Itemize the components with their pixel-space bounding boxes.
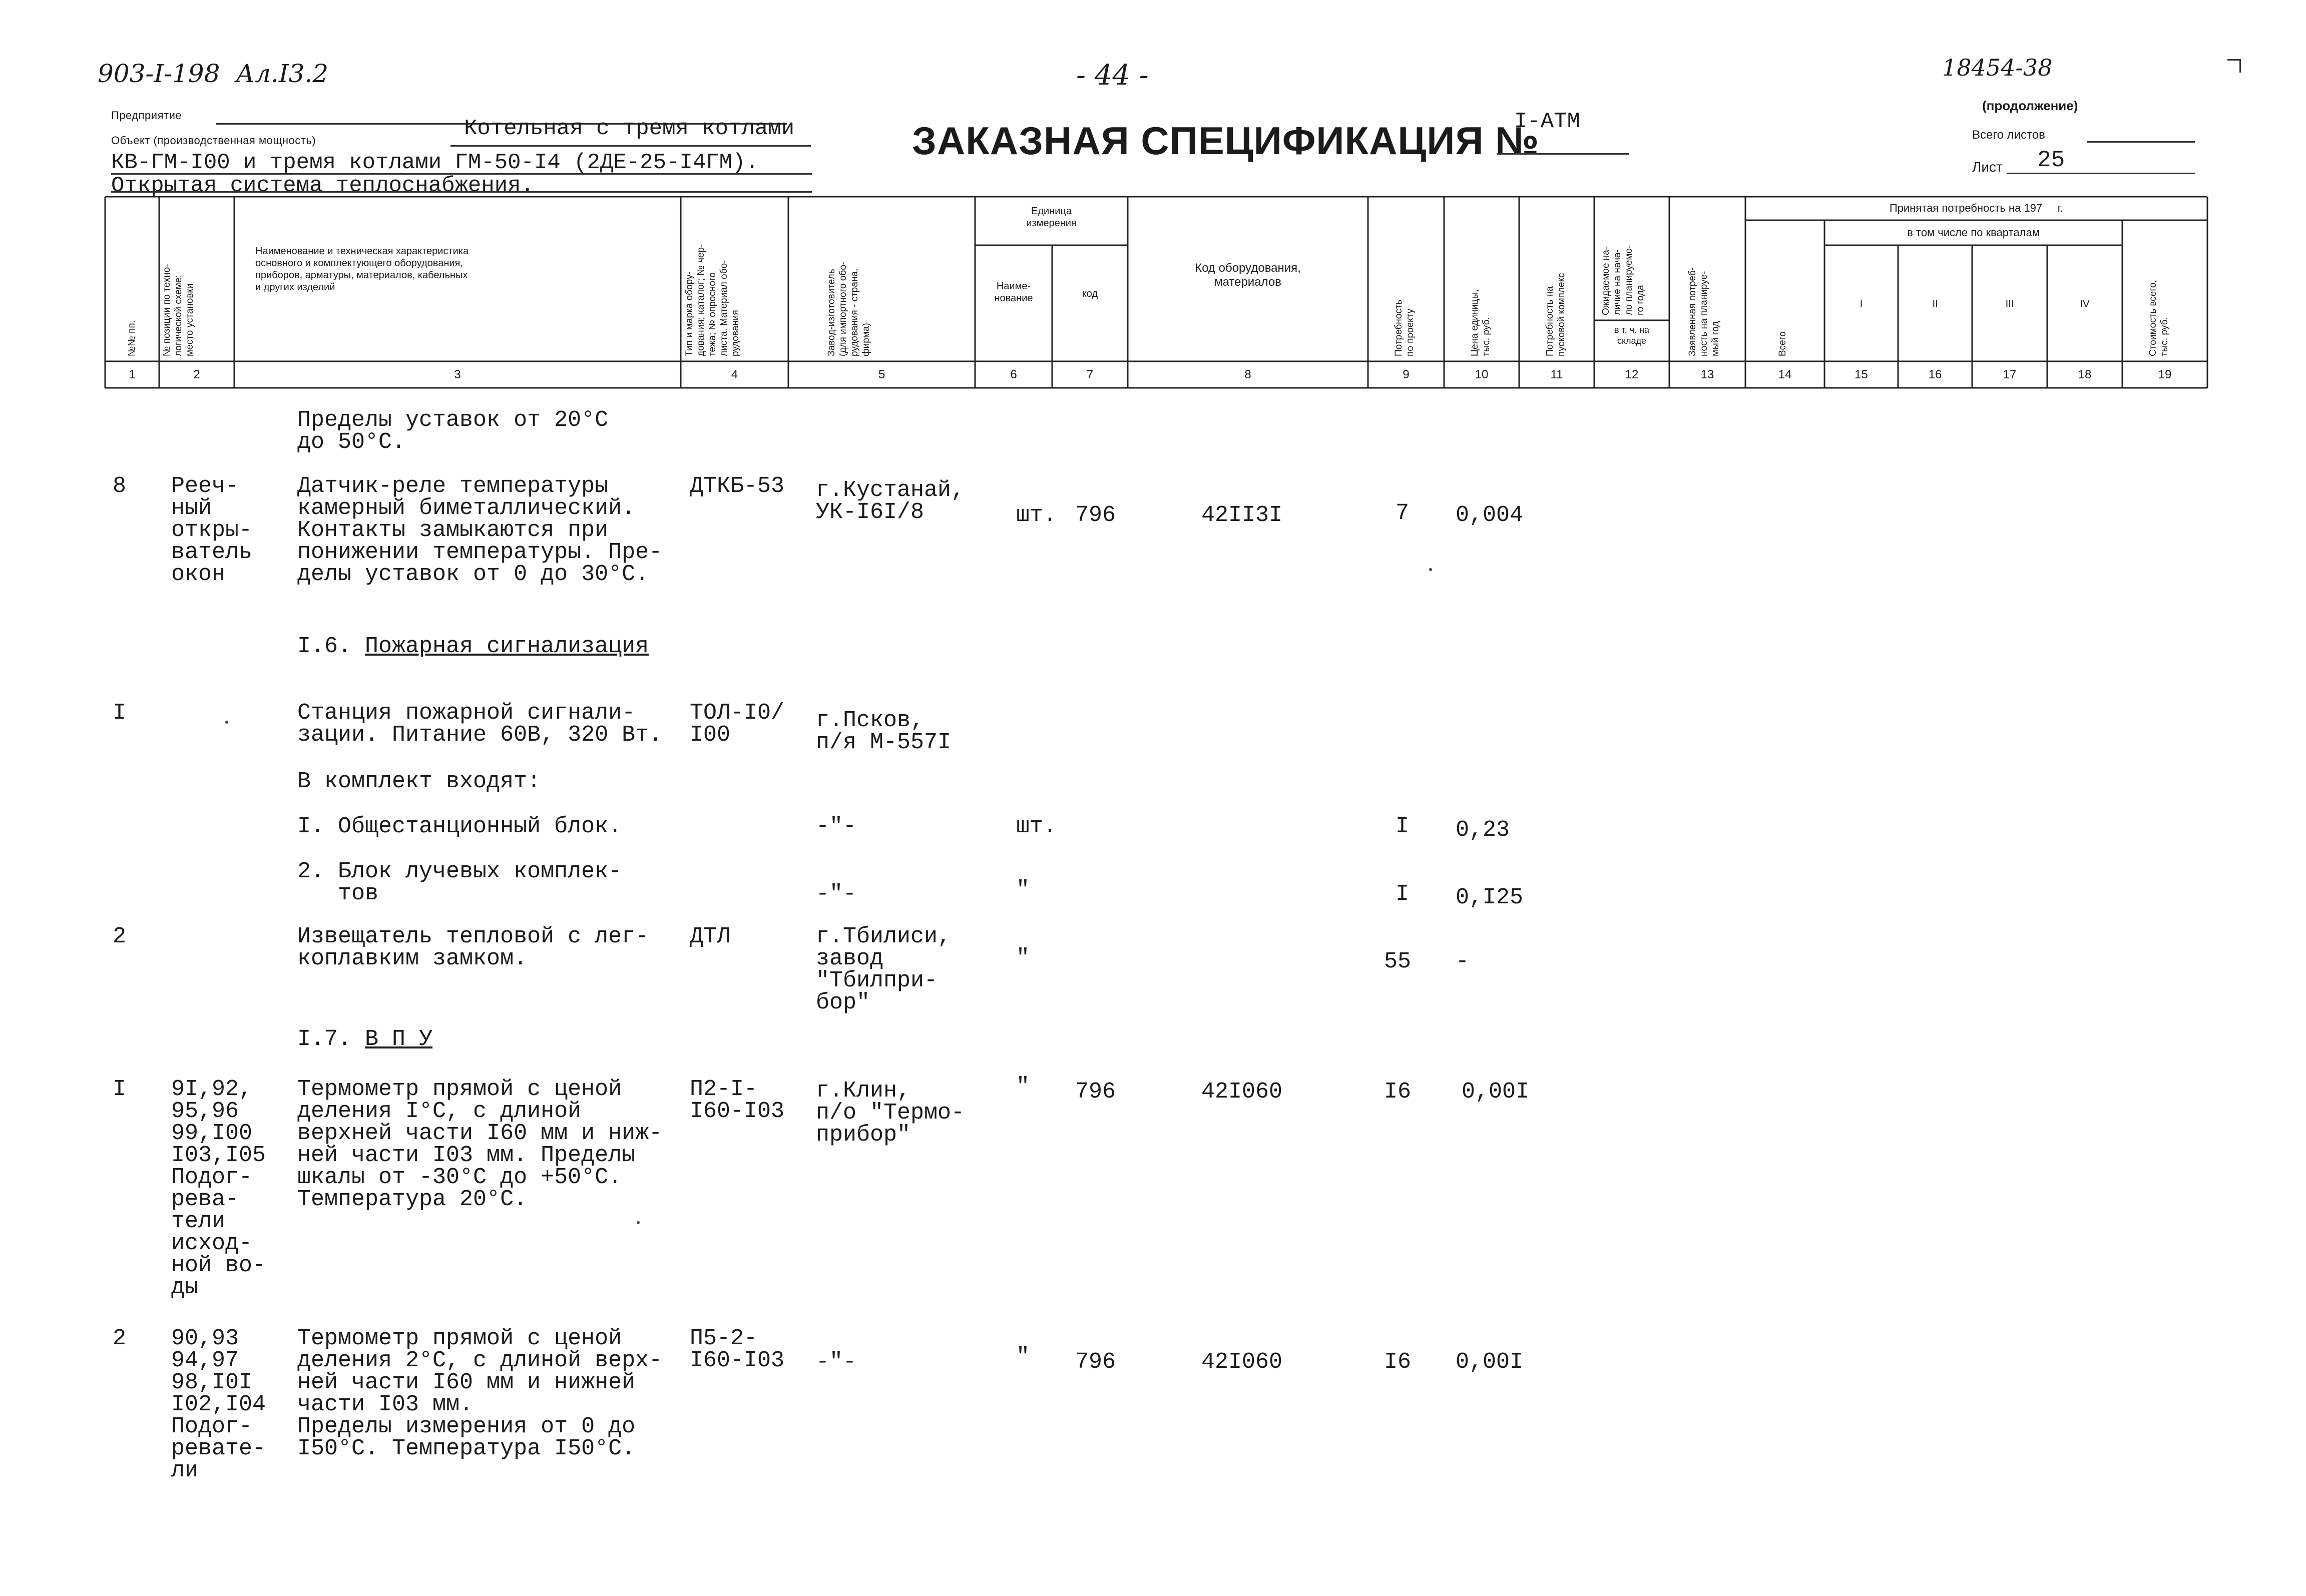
row-5-unit: " bbox=[1016, 1344, 1030, 1370]
row-4-number: I bbox=[113, 1077, 127, 1102]
q3-header: III bbox=[2005, 299, 2014, 310]
row-4-description: Термометр прямой с ценой деления I°С, с длиной верхней части I60 мм и ниж- ней части I03 мм. Пределы шкалы от -30°С до +50°С. Температура 20°С. bbox=[297, 1077, 663, 1212]
object-line-2: КВ-ГМ-I00 и тремя котлами ГМ-50-I4 (2ДЕ-25-I4ГМ). bbox=[111, 150, 759, 175]
row-1-unit: шт. bbox=[1016, 502, 1057, 528]
album-number: Ал.I3.2 bbox=[236, 59, 329, 88]
unit-header: Единица измерения bbox=[1026, 206, 1077, 229]
row-2b-description: 2. Блок лучевых комплек- тов bbox=[297, 859, 622, 906]
col-number: 7 bbox=[1086, 368, 1094, 381]
row-2-description: Станция пожарной сигнали- зации. Питание 60В, 320 Вт. bbox=[297, 700, 663, 748]
row-1-price: 0,004 bbox=[1456, 502, 1524, 528]
row-3-manufacturer: г.Тбилиси, завод "Тбилпри- бор" bbox=[816, 924, 952, 1015]
section-name: В П У bbox=[365, 1026, 433, 1052]
col-number: 12 bbox=[1625, 368, 1639, 381]
enterprise-label: Предприятие bbox=[111, 109, 182, 122]
row-1-manufacturer: г.Кустанай, УК-I6I/8 bbox=[816, 477, 965, 525]
row-2a-description: I. Общестанционный блок. bbox=[297, 814, 622, 839]
col-number: 5 bbox=[878, 368, 885, 381]
row-4-need: I6 bbox=[1384, 1079, 1412, 1105]
section-1-6-title bbox=[297, 636, 649, 658]
row-3-price: - bbox=[1456, 949, 1470, 974]
row-1-number: 8 bbox=[113, 473, 127, 499]
scan-speck bbox=[1429, 568, 1432, 571]
col-3-header: Наименование и техническая характеристика основного и комплектующего оборудования, приборов, арматуры, материалов, кабельных и других изделий bbox=[255, 246, 469, 293]
row-2-manufacturer: г.Псков, п/я М-557I bbox=[816, 708, 952, 755]
sheet-label: Лист bbox=[1972, 159, 2003, 175]
col-2-header: № позиции по техно- логической схеме; место установки bbox=[162, 264, 195, 356]
row-2-number: I bbox=[113, 700, 127, 726]
col-number: 14 bbox=[1778, 368, 1792, 381]
page-number: - 44 - bbox=[1076, 59, 1149, 92]
col-4-header: Тип и марка обору- дования; каталог; № чер- тежа; № опросного листа. Материал обо- рудования bbox=[684, 244, 741, 356]
col-number: 8 bbox=[1244, 368, 1251, 381]
col-10-header: Цена единицы, тыс. руб. bbox=[1470, 289, 1492, 356]
col-number: 11 bbox=[1550, 368, 1563, 381]
doc-number: 903-I-198 bbox=[98, 59, 220, 88]
row-1-need: 7 bbox=[1396, 500, 1410, 526]
row-2b-price: 0,I25 bbox=[1456, 885, 1524, 910]
object-line-1: Котельная с тремя котлами bbox=[464, 116, 795, 141]
col-number: 13 bbox=[1700, 368, 1714, 381]
row-4-unit: " bbox=[1016, 1074, 1030, 1100]
col-number: 16 bbox=[1928, 368, 1942, 381]
continuation-label: (продолжение) bbox=[1982, 98, 2078, 113]
row-4-type: П2-I- I60-I03 bbox=[690, 1077, 785, 1124]
col-number: 18 bbox=[2078, 368, 2092, 381]
document-title: ЗАКАЗНАЯ СПЕЦИФИКАЦИЯ № bbox=[912, 119, 1540, 163]
col-8-header: Код оборудования, материалов bbox=[1195, 261, 1301, 289]
col-number: 3 bbox=[454, 368, 461, 381]
row-1-unit-code: 796 bbox=[1075, 502, 1116, 528]
q2-header: II bbox=[1932, 299, 1938, 310]
spec-number: I-АТМ bbox=[1514, 109, 1581, 134]
row-3-description: Извещатель тепловой с лег- коплавким замком. bbox=[297, 924, 649, 971]
row-5-description: Термометр прямой с ценой деления 2°С, с длиной верх- ней части I60 мм и нижней части I03 мм. Пределы измерения от 0 до I50°С. Температура I50°С. bbox=[297, 1326, 663, 1461]
registration-number: 18454-38 bbox=[1942, 54, 2053, 81]
section-number: I.6. bbox=[297, 634, 365, 659]
col-number: 19 bbox=[2158, 368, 2172, 381]
sheet-value: 25 bbox=[2037, 147, 2065, 173]
col-1-header: №№ пп. bbox=[127, 320, 137, 356]
row-5-type: П5-2- I60-I03 bbox=[690, 1326, 785, 1373]
row-2b-unit: " bbox=[1016, 877, 1030, 903]
row-1-type: ДТКБ-53 bbox=[690, 473, 785, 499]
section-number: I.7. bbox=[297, 1026, 352, 1052]
col-number: 15 bbox=[1855, 368, 1868, 381]
row-4-equipment-code: 42I060 bbox=[1201, 1079, 1283, 1105]
col-12-header: Ожидаемое на- личие на нача- ло планируемо- го года bbox=[1601, 245, 1646, 315]
row-2-type: ТОЛ-I0/ I00 bbox=[690, 700, 785, 748]
row-4-manufacturer: г.Клин, п/о "Термо- прибор" bbox=[816, 1078, 965, 1148]
col-9-header: Потребность по проекту bbox=[1394, 299, 1416, 356]
col-number: 2 bbox=[193, 368, 200, 381]
row-5-manufacturer: -"- bbox=[816, 1349, 857, 1375]
row-2a-need: I bbox=[1396, 814, 1410, 839]
total-sheets-label: Всего листов bbox=[1972, 128, 2045, 142]
row-1-description: Датчик-реле температуры камерный биметаллический. Контакты замыкаются при понижении температуры. Пре- делы уставок от 0 до 30°С. bbox=[297, 473, 663, 587]
col-number: 6 bbox=[1010, 368, 1017, 381]
col-number: 1 bbox=[129, 368, 136, 381]
q4-header: IV bbox=[2080, 299, 2090, 310]
row-5-equipment-code: 42I060 bbox=[1201, 1349, 1283, 1375]
scan-speck bbox=[637, 1221, 640, 1224]
col-number: 9 bbox=[1403, 368, 1410, 381]
col-number: 10 bbox=[1475, 368, 1489, 381]
row-0-description: Пределы уставок от 20°С до 50°С. bbox=[297, 407, 609, 455]
col-6-header: Наиме- нование bbox=[994, 281, 1033, 304]
col-19-header: Стоимость всего, тыс. руб. bbox=[2148, 280, 2170, 356]
row-3-number: 2 bbox=[113, 924, 127, 949]
row-2a-price: 0,23 bbox=[1456, 817, 1510, 843]
row-5-position: 90,93 94,97 98,I0I I02,I04 Подог- ревате- ли bbox=[171, 1326, 266, 1483]
scan-speck bbox=[225, 721, 228, 724]
accepted-need-header: Принятая потребность на 197 г. bbox=[1889, 202, 2064, 214]
col-5-header: Завод-изготовитель (для импортного обо- рудования - страна, фирма) bbox=[826, 261, 871, 356]
col-12b-header: в т. ч. на складе bbox=[1614, 325, 1650, 346]
row-1-position: Рееч- ный откры- ватель окон bbox=[171, 473, 253, 587]
row-4-unit-code: 796 bbox=[1075, 1079, 1116, 1105]
row-2-kit-label: В комплект входят: bbox=[297, 769, 541, 794]
row-5-price: 0,00I bbox=[1456, 1349, 1524, 1375]
section-name: Пожарная сигнализация bbox=[365, 634, 649, 659]
col-number: 17 bbox=[2003, 368, 2017, 381]
col-11-header: Потребность на пусковой комплекс bbox=[1545, 273, 1567, 356]
row-5-need: I6 bbox=[1384, 1349, 1412, 1375]
row-2b-manufacturer: -"- bbox=[816, 881, 857, 907]
section-1-7-title bbox=[297, 1028, 432, 1050]
row-2a-manufacturer: -"- bbox=[816, 814, 857, 839]
row-3-unit: " bbox=[1016, 945, 1030, 971]
quarters-header: в том числе по кварталам bbox=[1907, 226, 2040, 239]
row-2b-need: I bbox=[1396, 881, 1410, 907]
row-4-price: 0,00I bbox=[1462, 1079, 1530, 1105]
object-line-3: Открытая система теплоснабжения. bbox=[111, 173, 534, 198]
object-label: Объект (производственная мощность) bbox=[111, 134, 316, 147]
row-5-unit-code: 796 bbox=[1075, 1349, 1116, 1375]
row-1-equipment-code: 42II3I bbox=[1201, 502, 1283, 528]
col-13-header: Заявленная потреб- ность на планируе- мый год bbox=[1687, 267, 1721, 356]
col-number: 4 bbox=[731, 368, 738, 381]
row-4-position: 9I,92, 95,96 99,I00 I03,I05 Подог- рева- тели исход- ной во- ды bbox=[171, 1077, 266, 1300]
col-7-header: код bbox=[1082, 288, 1098, 299]
row-3-type: ДТЛ bbox=[690, 924, 731, 949]
q1-header: I bbox=[1860, 299, 1863, 310]
row-2a-unit: шт. bbox=[1016, 814, 1057, 839]
row-5-number: 2 bbox=[113, 1326, 127, 1351]
row-3-need: 55 bbox=[1384, 949, 1412, 974]
col-14-header: Всего bbox=[1777, 331, 1788, 356]
